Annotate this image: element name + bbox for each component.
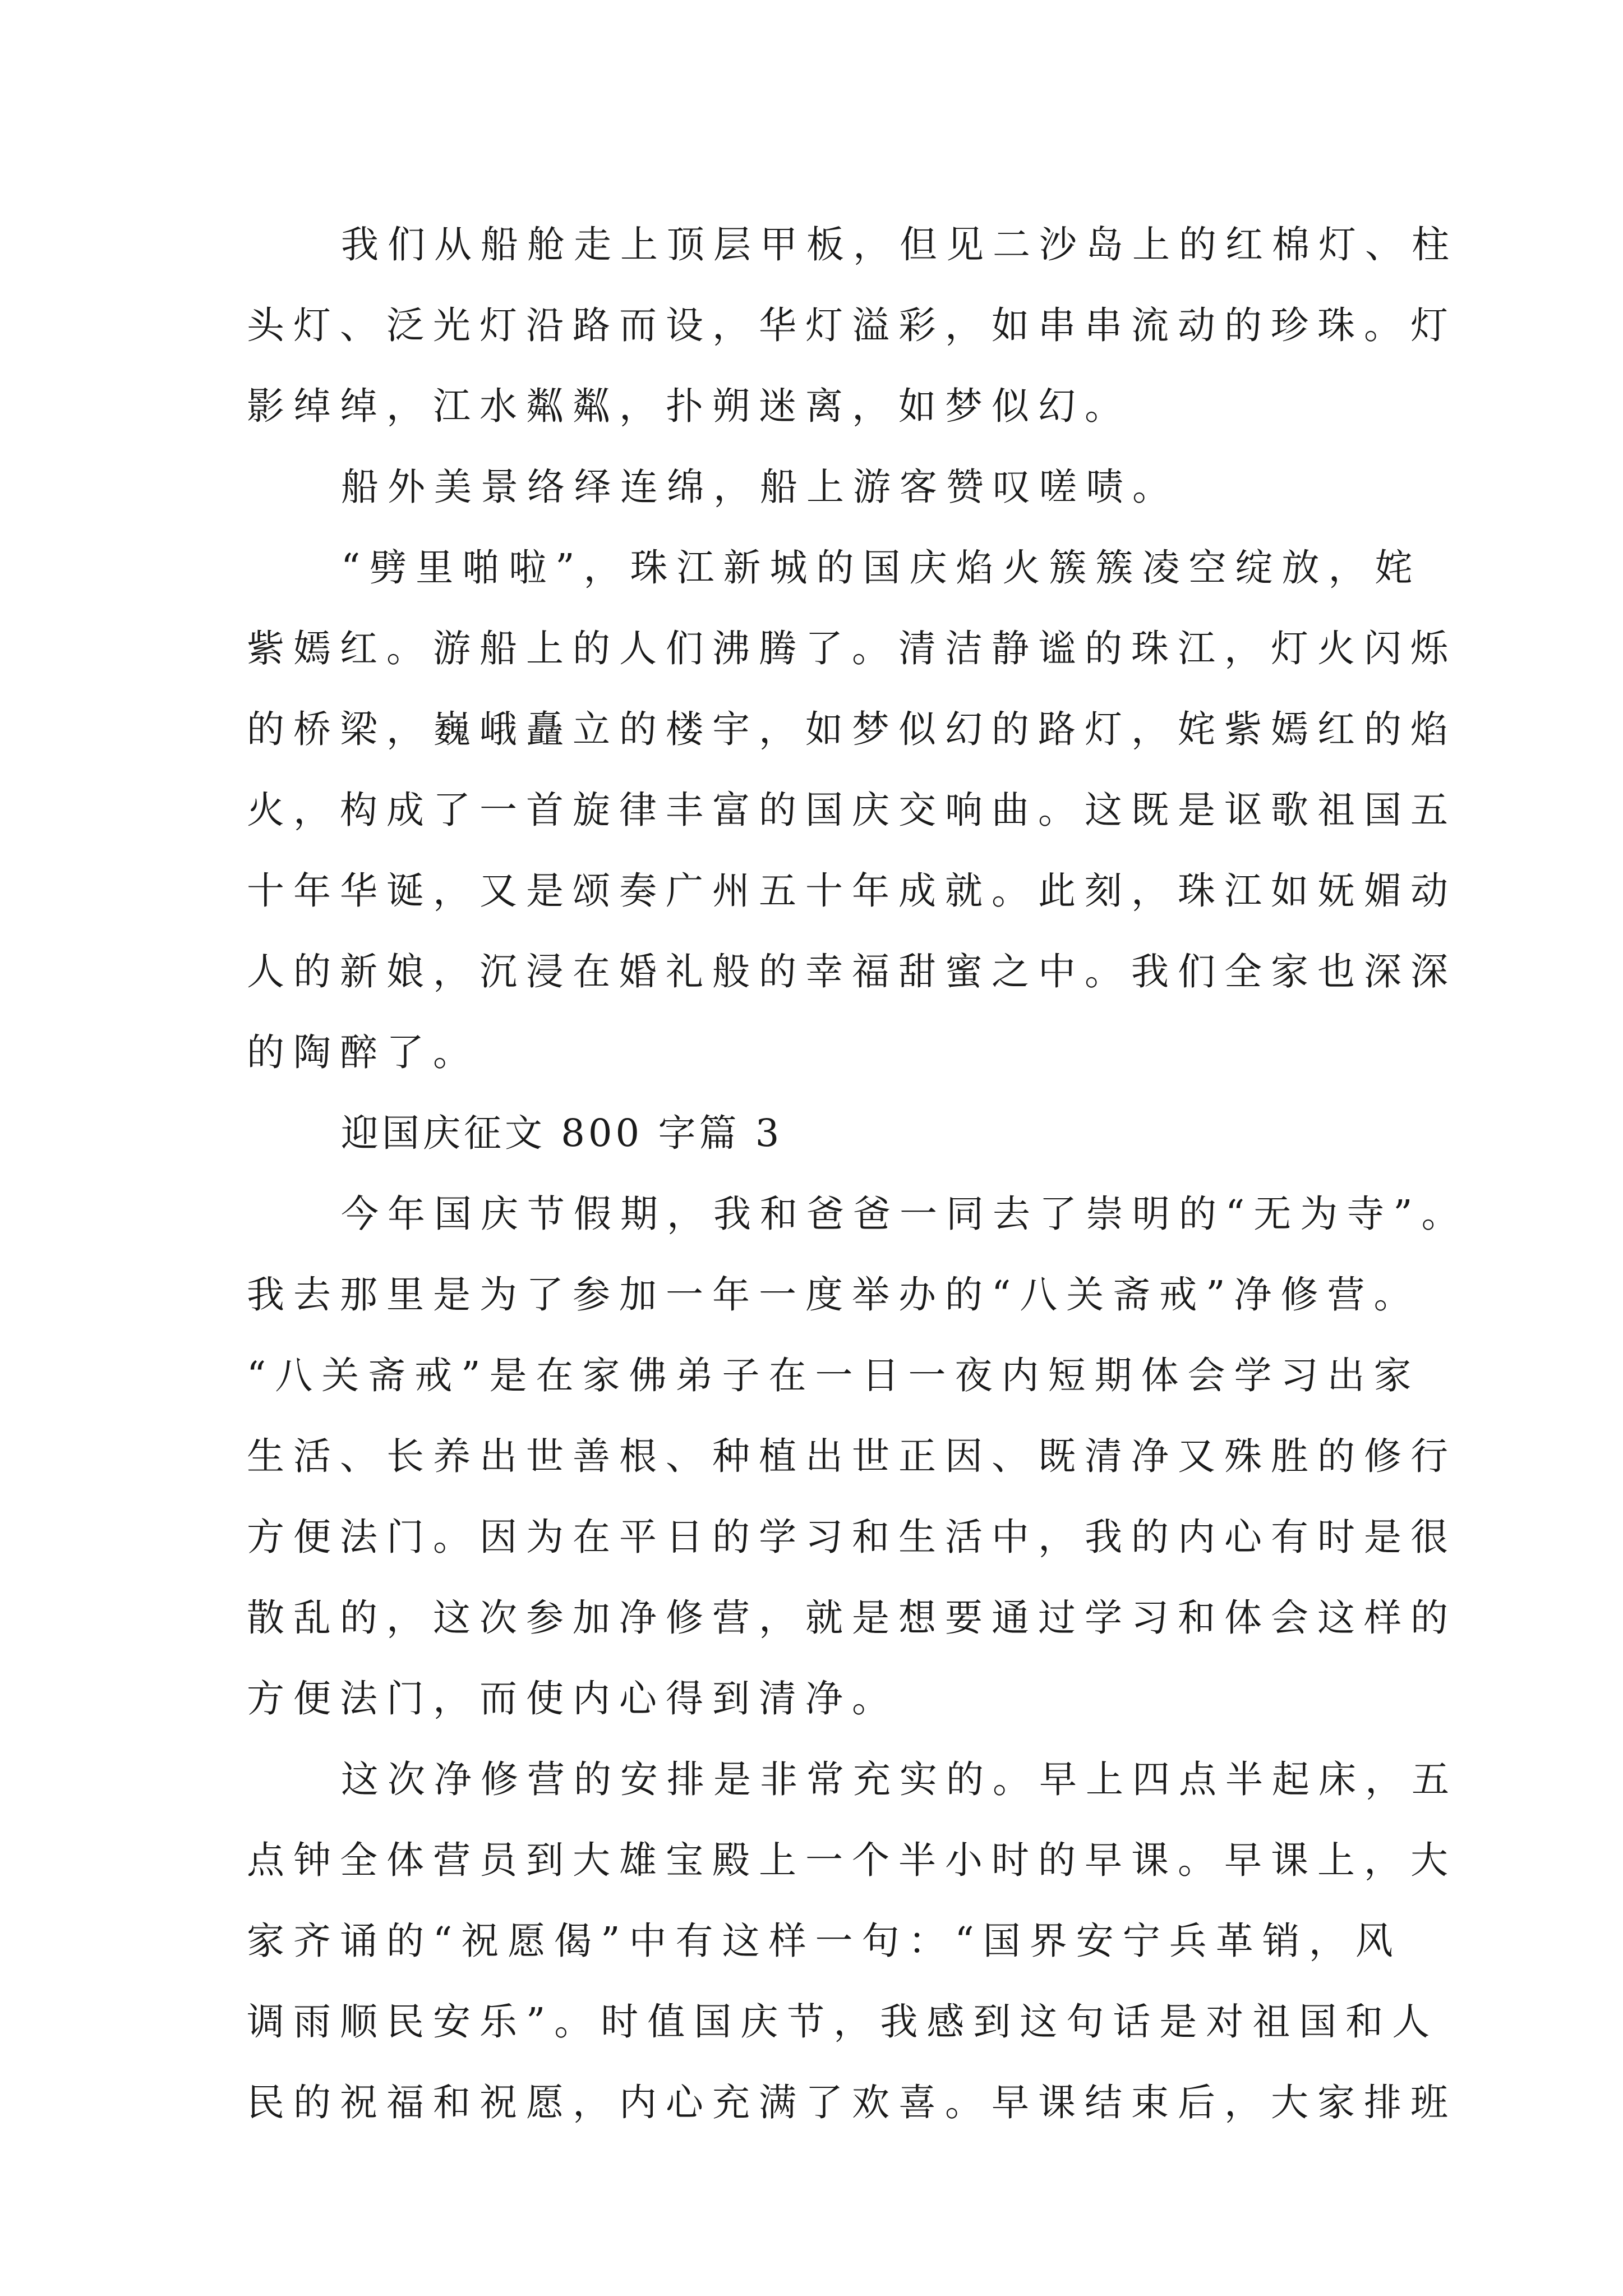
article-body — [247, 204, 1468, 2143]
text-line: 的陶醉了。 — [247, 1030, 479, 1074]
text-line: 这次净修营的安排是非常充实的。早上四点半起床，五 — [341, 1757, 1458, 1801]
text-line: 影绰绰，江水粼粼，扑朔迷离，如梦似幻。 — [247, 384, 1131, 428]
text-line: 散乱的，这次参加净修营，就是想要通过学习和体会这样的 — [247, 1596, 1457, 1640]
text-line: 火，构成了一首旋律丰富的国庆交响曲。这既是讴歌祖国五 — [247, 788, 1457, 832]
text-line: 船外美景络绎连绵，船上游客赞叹嗟啧。 — [341, 465, 1179, 509]
text-line: “劈里啪啦”，珠江新城的国庆焰火簇簇凌空绽放，姹 — [341, 546, 1422, 590]
text-line: 民的祝福和祝愿，内心充满了欢喜。早课结束后，大家排班 — [247, 2081, 1457, 2124]
text-line: 方便法门。因为在平日的学习和生活中，我的内心有时是很 — [247, 1515, 1457, 1559]
text-line: 调雨顺民安乐”。时值国庆节，我感到这句话是对祖国和人 — [247, 2000, 1439, 2044]
text-line: 我去那里是为了参加一年一度举办的“八关斋戒”净修营。 — [247, 1273, 1421, 1317]
text-line: 头灯、泛光灯沿路而设，华灯溢彩，如串串流动的珍珠。灯 — [247, 303, 1457, 347]
text-line: 今年国庆节假期，我和爸爸一同去了崇明的“无为寺”。 — [341, 1192, 1468, 1236]
text-line: 我们从船舱走上顶层甲板，但见二沙岛上的红棉灯、柱 — [341, 223, 1458, 266]
text-line: 十年华诞，又是颂奏广州五十年成就。此刻，珠江如妩媚动 — [247, 869, 1457, 913]
text-line: 紫嫣红。游船上的人们沸腾了。清洁静谧的珠江，灯火闪烁 — [247, 627, 1457, 670]
text-line: 方便法门，而使内心得到清净。 — [247, 1677, 898, 1720]
text-line: 人的新娘，沉浸在婚礼般的幸福甜蜜之中。我们全家也深深 — [247, 950, 1457, 993]
text-line: 生活、长养出世善根、种植出世正因、既清净又殊胜的修行 — [247, 1434, 1457, 1478]
text-line: 家齐诵的“祝愿偈”中有这样一句：“国界安宁兵革销，风 — [247, 1919, 1402, 1963]
section-heading: 迎国庆征文 800 字篇 3 — [341, 1111, 783, 1155]
text-line: 点钟全体营员到大雄宝殿上一个半小时的早课。早课上，大 — [247, 1838, 1457, 1882]
text-line: “八关斋戒”是在家佛弟子在一日一夜内短期体会学习出家 — [247, 1354, 1421, 1397]
text-line: 的桥梁，巍峨矗立的楼宇，如梦似幻的路灯，姹紫嫣红的焰 — [247, 707, 1457, 751]
